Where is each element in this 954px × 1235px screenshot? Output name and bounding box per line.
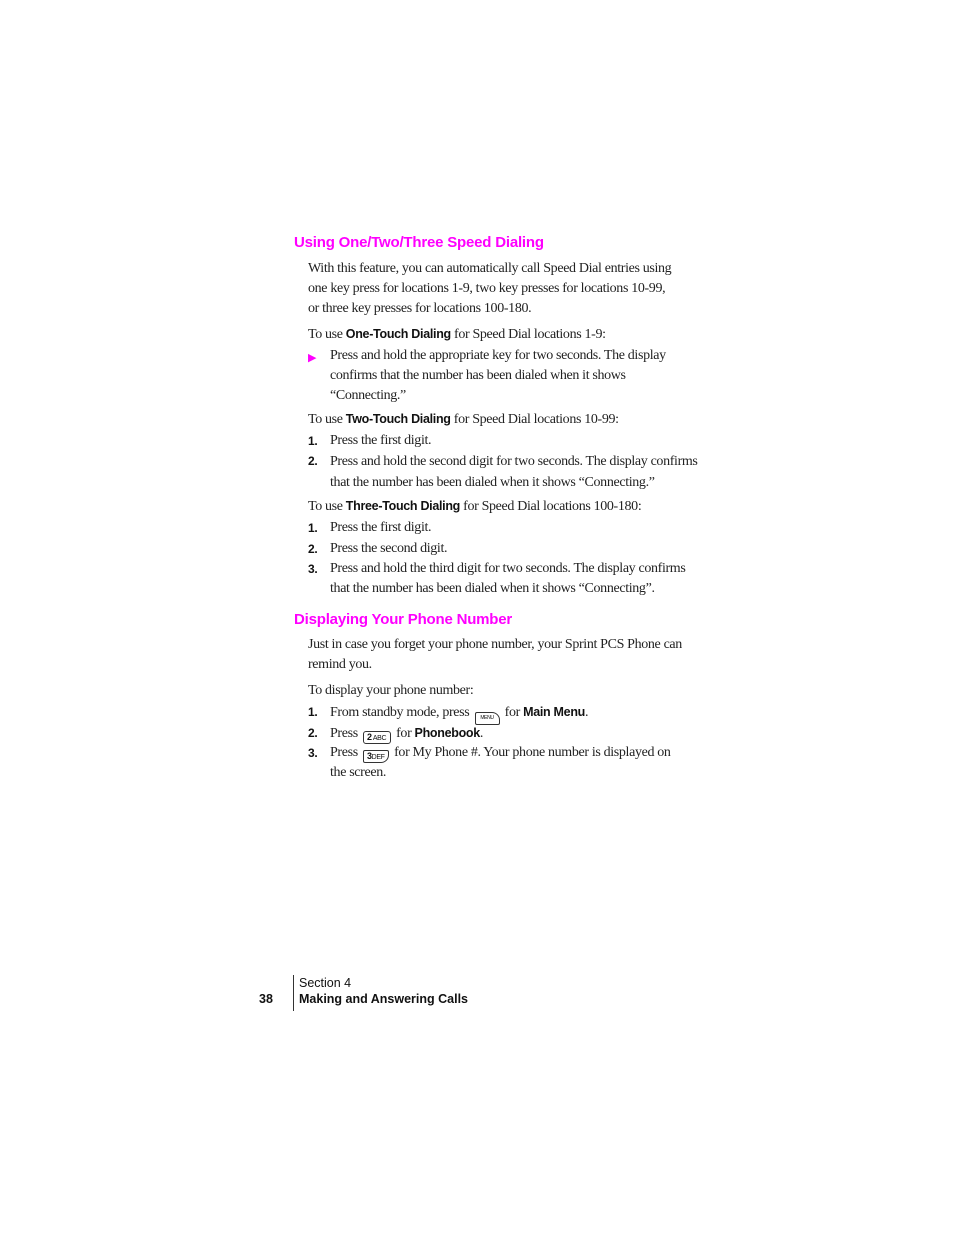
footer-section-label: Section 4 bbox=[299, 976, 352, 990]
section-heading-phone-number: Displaying Your Phone Number bbox=[294, 611, 513, 628]
list-item: 1. From standby mode, press MENU for Main Menu. bbox=[308, 702, 698, 725]
page-number: 38 bbox=[259, 992, 273, 1006]
two-touch-lead: To use Two-Touch Dialing for Speed Dial locations 10-99: bbox=[308, 412, 619, 427]
list-item: 1. Press the first digit. bbox=[308, 520, 432, 535]
one-touch-bullet: ▶ Press and hold the appropriate key for two seconds. The display confirms that the number has been dialed when it shows “Connecting.” bbox=[308, 348, 666, 403]
phone-number-intro: Just in case you forget your phone number, your Sprint PCS Phone can remind you. bbox=[308, 637, 682, 672]
footer-chapter-title: Making and Answering Calls bbox=[299, 992, 469, 1006]
list-item: 2. Press and hold the second digit for two seconds. The display confirms that the number has been dialed when it shows “Connecting.” bbox=[308, 454, 698, 490]
triangle-bullet-icon: ▶ bbox=[308, 351, 317, 364]
phone-number-lead: To display your phone number: bbox=[308, 683, 474, 698]
footer-divider bbox=[293, 975, 294, 1011]
key-2-icon: 2 ABC bbox=[363, 731, 391, 744]
list-item: 3. Press 3DEF for My Phone #. Your phone number is displayed on the screen. bbox=[308, 745, 671, 780]
menu-key-icon: MENU bbox=[475, 712, 500, 725]
key-3-icon: 3DEF bbox=[363, 750, 389, 763]
section-heading-speed-dialing: Using One/Two/Three Speed Dialing bbox=[294, 234, 544, 251]
list-item: 3. Press and hold the third digit for two seconds. The display confirms that the number has been dialed when it shows “Connecting”. bbox=[308, 561, 686, 596]
list-item: 2. Press the second digit. bbox=[308, 541, 448, 556]
three-touch-lead: To use Three-Touch Dialing for Speed Dial locations 100-180: bbox=[308, 499, 642, 514]
list-item: 2. Press 2 ABC for Phonebook. bbox=[308, 726, 484, 742]
speed-dialing-intro: With this feature, you can automatically call Speed Dial entries using one key press for locations 1-9, two key presses for locations 10-99, or three key presses for locations 100-180. bbox=[308, 261, 672, 316]
list-item: 1. Press the first digit. bbox=[308, 433, 432, 448]
one-touch-lead: To use One-Touch Dialing for Speed Dial locations 1-9: bbox=[308, 327, 606, 342]
